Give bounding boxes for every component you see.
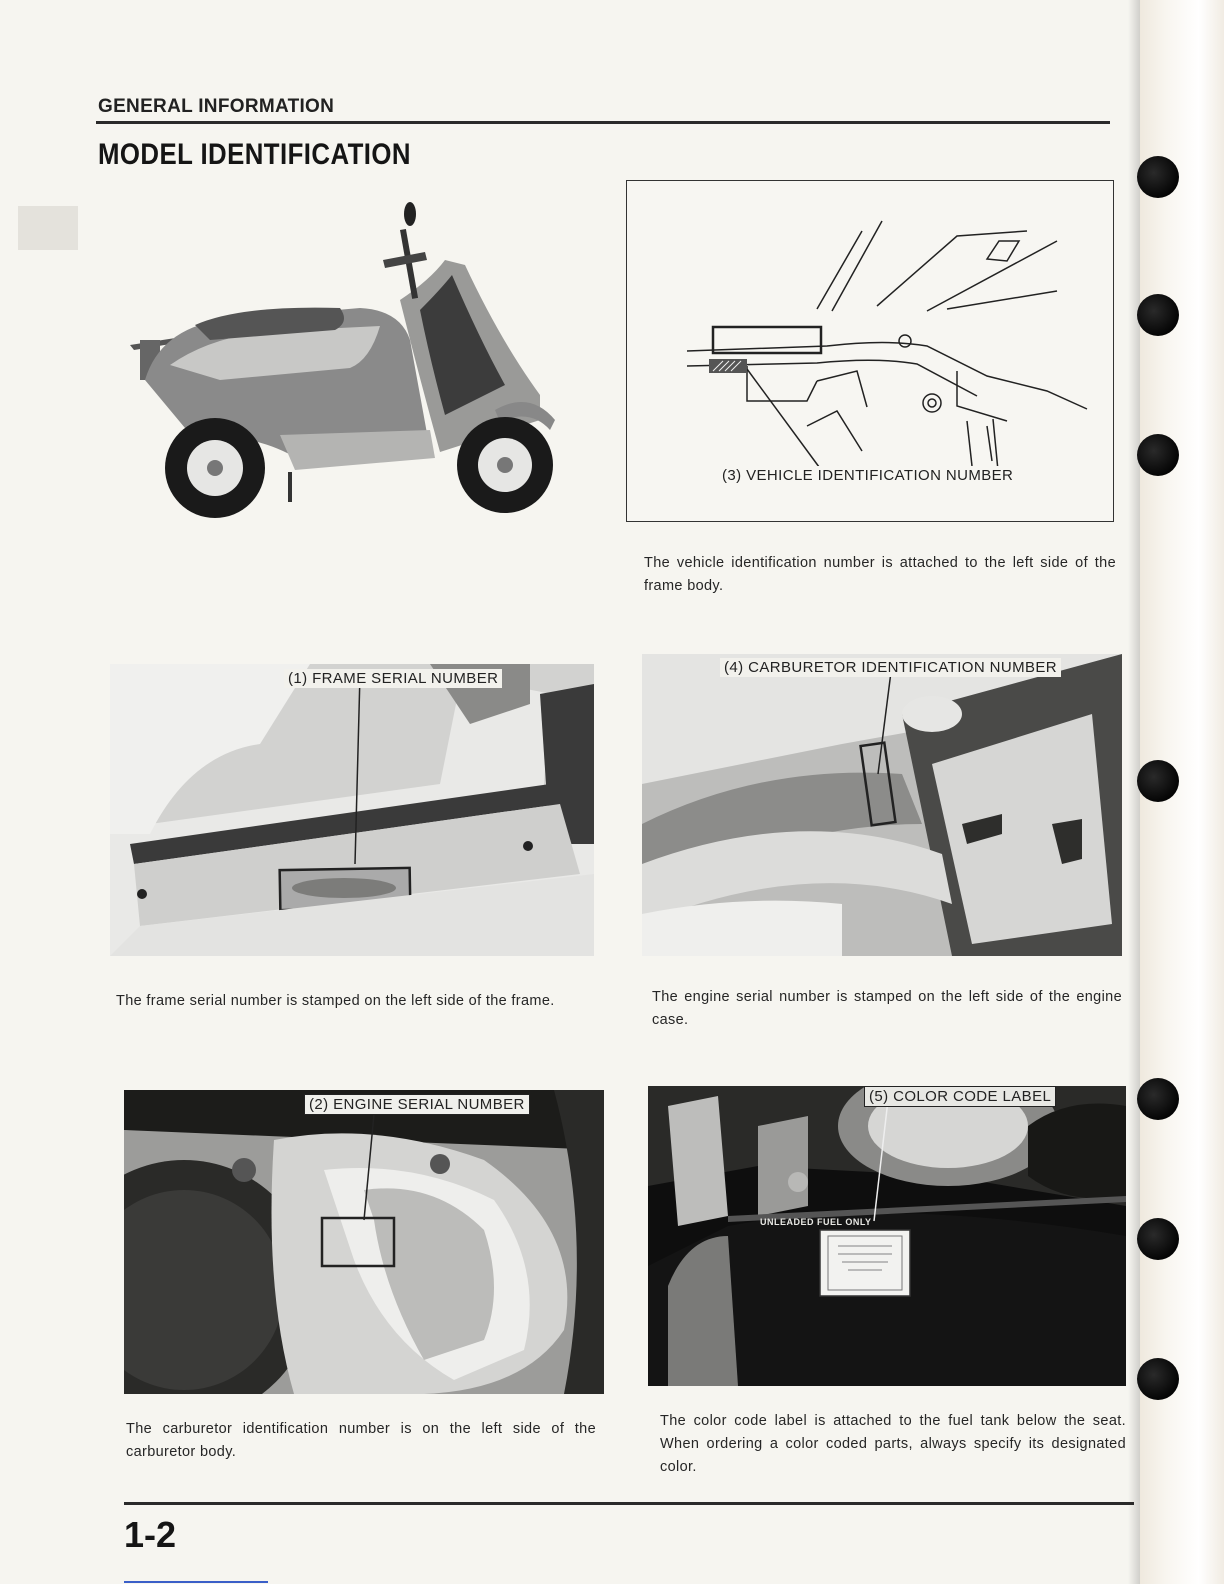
caption-frame-serial: The frame serial number is stamped on the left side of the frame. (116, 993, 555, 1009)
caption-color-code: The color code label is attached to the fuel tank below the seat. When ordering a color coded parts, always specify its designated color. (660, 1413, 1126, 1475)
page-number: 1-2 (124, 1514, 177, 1555)
unleaded-fuel-label: UNLEADED FUEL ONLY (760, 1217, 872, 1227)
scooter-photo (100, 190, 570, 530)
callout-frame-serial: (1) FRAME SERIAL NUMBER (284, 669, 502, 688)
callout-carburetor-id: (4) CARBURETOR IDENTIFICATION NUMBER (720, 658, 1061, 677)
section-tab (18, 206, 78, 250)
binder-hole (1137, 1078, 1179, 1120)
page-title: MODEL IDENTIFICATION (98, 138, 411, 171)
page-underline (124, 1581, 268, 1583)
callout-vehicle-id: (3) VEHICLE IDENTIFICATION NUMBER (718, 466, 1017, 485)
binder-hole (1137, 434, 1179, 476)
caption-carburetor-id: The engine serial number is stamped on the left side of the engine case. (652, 989, 1122, 1028)
engine-serial-photo (124, 1090, 604, 1394)
binder-hole (1137, 294, 1179, 336)
callout-engine-serial: (2) ENGINE SERIAL NUMBER (304, 1094, 530, 1115)
caption-engine-serial: The carburetor identification number is on the left side of the carburetor body. (126, 1421, 596, 1460)
binder-hole (1137, 1218, 1179, 1260)
section-header: GENERAL INFORMATION (98, 96, 335, 117)
footer-rule (124, 1502, 1134, 1505)
color-code-photo (648, 1086, 1126, 1386)
binder-hole (1137, 156, 1179, 198)
frame-serial-photo (110, 664, 594, 956)
callout-color-code: (5) COLOR CODE LABEL (864, 1086, 1056, 1107)
header-rule (96, 121, 1110, 124)
binder-hole (1137, 1358, 1179, 1400)
caption-vehicle-id: The vehicle identification number is attached to the left side of the frame body. (644, 555, 1116, 594)
carburetor-id-photo (642, 654, 1122, 956)
binder-hole (1137, 760, 1179, 802)
